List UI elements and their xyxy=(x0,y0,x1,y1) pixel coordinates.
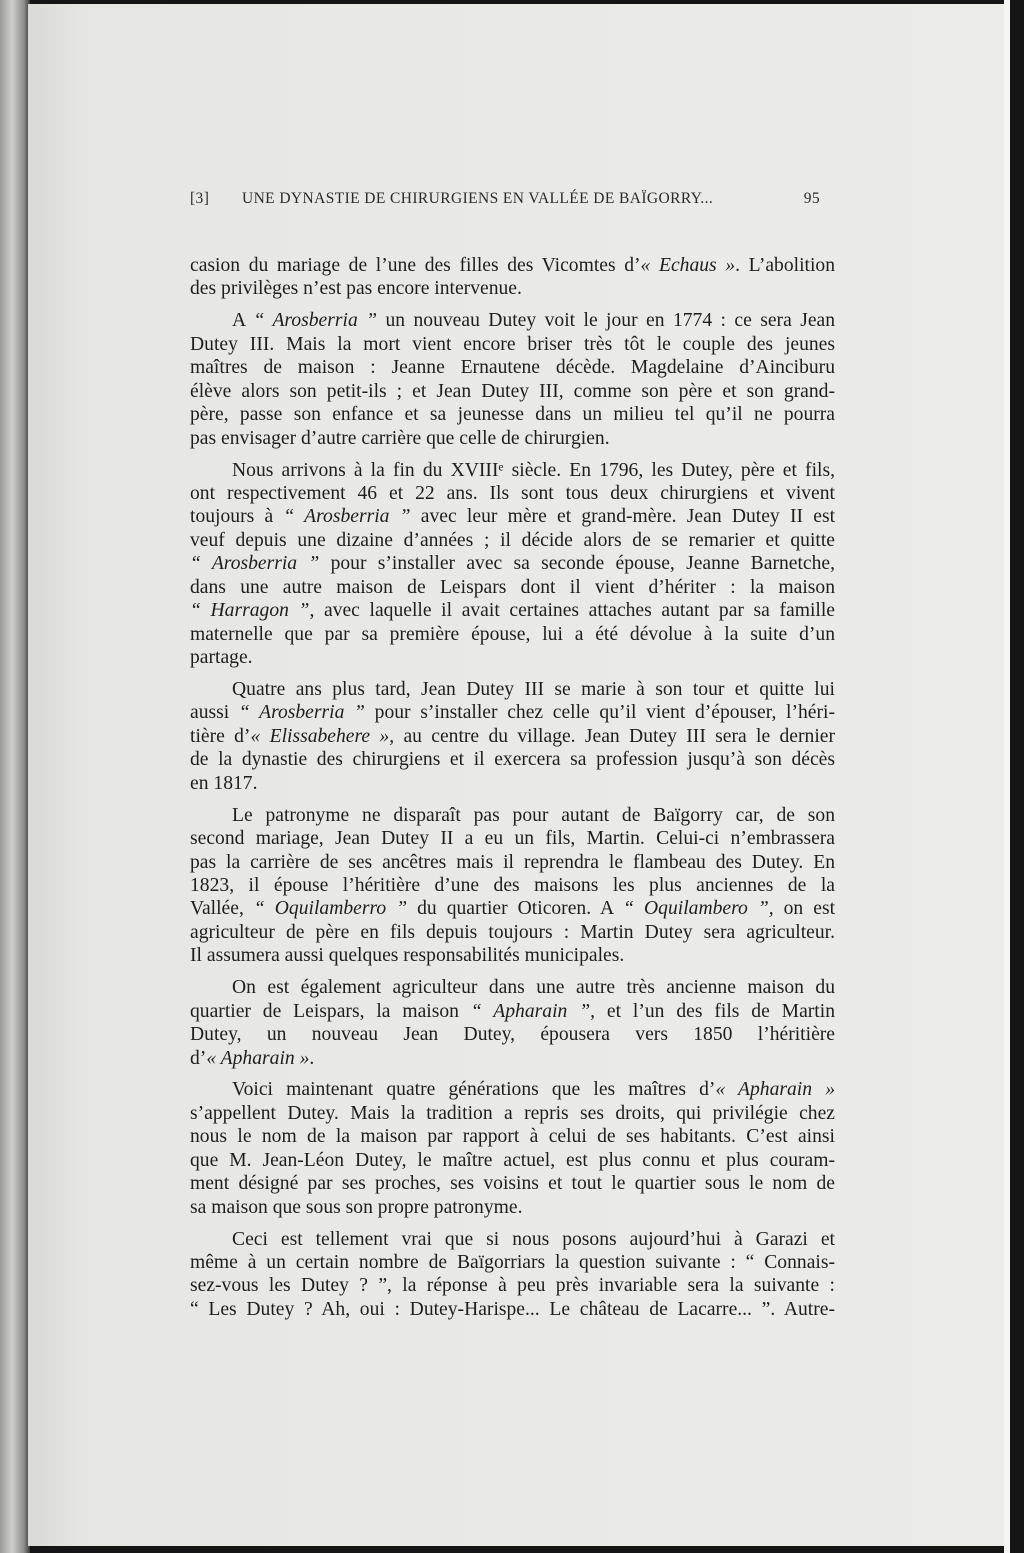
text-segment: Dutey, un nouveau Jean Dutey, épousera vers 1850 l’héritière xyxy=(190,1024,835,1046)
text-segment: maternelle que par sa première épouse, lui a été dévolue à la suite d’un xyxy=(190,623,835,645)
text-segment: Vallée, xyxy=(190,898,254,920)
text-segment: avec leur mère et grand-mère. Jean Dutey II est xyxy=(410,506,836,528)
text-line xyxy=(190,403,835,426)
text-line xyxy=(190,623,835,646)
text-segment: toujours à xyxy=(190,506,284,528)
italic-text: « Apharain » xyxy=(206,1047,310,1069)
text-line xyxy=(190,1251,835,1274)
text-line xyxy=(190,356,835,379)
text-segment: . xyxy=(309,1047,315,1069)
text-line xyxy=(190,1078,835,1101)
text-segment: quartier de Leispars, la maison xyxy=(190,1000,471,1022)
text-segment: du quartier Oticoren. A xyxy=(407,898,624,920)
text-segment: au centre du village. Jean Dutey III sera le dernier xyxy=(394,725,835,747)
text-segment: de la dynastie des chirurgiens et il exercera sa profession jusqu’à son décès xyxy=(190,749,835,771)
text-line xyxy=(190,921,835,944)
text-line xyxy=(190,804,835,827)
text-segment: tière d’ xyxy=(190,725,251,747)
text-line xyxy=(190,1274,835,1297)
text-segment: . L’abolition xyxy=(735,255,835,276)
text-line xyxy=(190,427,835,450)
text-line xyxy=(190,897,835,920)
text-segment: aussi xyxy=(190,702,239,724)
text-line xyxy=(190,277,835,300)
text-segment: et l’un des fils de Martin xyxy=(595,1000,835,1022)
text-line xyxy=(190,529,835,552)
page-edge xyxy=(1004,0,1010,1553)
text-segment: s’appellent Dutey. Mais la tradition a repris ses droits, qui privilégie chez xyxy=(190,1102,835,1124)
text-line xyxy=(190,976,835,999)
paragraph xyxy=(190,309,835,450)
italic-text: “ Oquilambero ”, xyxy=(623,898,774,920)
text-line xyxy=(190,678,835,701)
text-segment: Dutey III. Mais la mort vient encore briser très tôt le couple des jeunes xyxy=(190,333,835,355)
text-segment: maîtres de maison : Jeanne Ernautene décède. Magdelaine d’Ainciburu xyxy=(190,357,835,379)
text-segment: Voici maintenant quatre générations que les maîtres d’ xyxy=(232,1079,716,1101)
text-segment: en 1817. xyxy=(190,772,258,794)
italic-text: « Elissabehere », xyxy=(250,725,395,747)
page-number: 95 xyxy=(803,190,820,207)
text-line xyxy=(190,1047,835,1070)
text-segment: que M. Jean-Léon Dutey, le maître actuel, est plus connu et plus couram- xyxy=(190,1149,835,1171)
text-line xyxy=(190,1000,835,1023)
text-line xyxy=(190,874,835,897)
italic-text: « Echaus » xyxy=(640,255,736,276)
paragraph xyxy=(190,678,835,795)
text-segment: sez-vous les Dutey ? ”, la réponse à peu près invariable sera la suivante : xyxy=(190,1275,835,1297)
text-line xyxy=(190,701,835,724)
text-segment: agriculteur de père en fils depuis toujours : Martin Dutey sera agriculteur. xyxy=(190,921,835,943)
text-line xyxy=(190,725,835,748)
section-number: [3] xyxy=(190,190,210,207)
text-segment: élève alors son petit-ils ; et Jean Dutey III, comme son père et son grand- xyxy=(190,380,835,402)
text-line xyxy=(190,309,835,332)
text-segment: même à un certain nombre de Baïgorriars la question suivante : “ Connais- xyxy=(190,1252,835,1273)
text-line xyxy=(190,1172,835,1195)
text-line xyxy=(190,1149,835,1172)
text-segment: nous le nom de la maison par rapport à celui de ses habitants. C’est ainsi xyxy=(190,1126,835,1148)
italic-text: “ Arosberria ” xyxy=(283,506,411,528)
text-line xyxy=(190,1196,835,1219)
text-segment: casion du mariage de l’une des filles des Vicomtes d’ xyxy=(190,255,641,276)
text-line xyxy=(190,1228,835,1251)
text-line xyxy=(190,1125,835,1148)
text-segment: Il assumera aussi quelques responsabilités municipales. xyxy=(190,945,625,967)
text-line xyxy=(190,944,835,967)
text-segment: 1823, il épouse l’héritière d’une des maisons les plus anciennes de la xyxy=(190,874,835,896)
text-line xyxy=(190,851,835,874)
text-segment: père, passe son enfance et sa jeunesse dans un milieu tel qu’il ne pourra xyxy=(190,404,835,426)
italic-text: “ Arosberria ” xyxy=(253,310,378,332)
text-segment: avec laquelle il avait certaines attaches autant par sa famille xyxy=(314,600,836,622)
text-line xyxy=(190,827,835,850)
paragraph xyxy=(190,1228,835,1322)
text-line xyxy=(190,646,835,669)
text-line xyxy=(190,459,835,482)
text-segment: Nous arrivons à la fin du XVIIIᵉ siècle. En 1796, les Dutey, père et fils, xyxy=(232,459,835,481)
text-segment: On est également agriculteur dans une autre très ancienne maison du xyxy=(232,977,835,999)
text-segment: dans une autre maison de Leispars dont il vient d’hériter : la maison xyxy=(190,576,835,598)
text-line xyxy=(190,576,835,599)
text-segment: Quatre ans plus tard, Jean Dutey III se marie à son tour et quitte lui xyxy=(232,678,835,700)
text-segment: on est xyxy=(773,898,836,920)
text-segment: A xyxy=(232,310,254,332)
running-header xyxy=(190,190,830,214)
paragraph xyxy=(190,976,835,1070)
running-title: UNE DYNASTIE DE CHIRURGIENS EN VALLÉE DE BAÏGORRY... xyxy=(242,190,714,207)
text-segment: veuf depuis une dizaine d’années ; il décide alors de se remarier et quitte xyxy=(190,529,835,551)
paragraph xyxy=(190,1078,835,1219)
facing-page-edge xyxy=(0,0,30,1553)
text-line xyxy=(190,772,835,795)
italic-text: “ Harragon ”, xyxy=(190,600,315,622)
text-segment: des privilèges n’est pas encore intervenue. xyxy=(190,278,522,300)
text-segment: pour s’installer chez celle qu’il vient d’épouser, l’héri- xyxy=(364,702,835,724)
text-segment: d’ xyxy=(190,1047,207,1069)
text-segment: Ceci est tellement vrai que si nous posons aujourd’hui à Garazi et xyxy=(232,1228,835,1250)
paragraph xyxy=(190,804,835,968)
body-text xyxy=(190,254,835,1330)
italic-text: “ Arosberria ” xyxy=(190,553,320,575)
text-line xyxy=(190,552,835,575)
italic-text: “ Arosberria ” xyxy=(238,702,365,724)
text-segment: sa maison que sous son propre patronyme. xyxy=(190,1196,523,1218)
text-line xyxy=(190,505,835,528)
text-line xyxy=(190,482,835,505)
text-segment: second mariage, Jean Dutey II a eu un fils, Martin. Celui-ci n’embrassera xyxy=(190,828,835,850)
italic-text: “ Oquilamberro ” xyxy=(253,898,408,920)
italic-text: « Apharain » xyxy=(715,1079,835,1101)
text-line xyxy=(190,748,835,771)
text-line xyxy=(190,333,835,356)
text-line xyxy=(190,1102,835,1125)
text-segment: pas envisager d’autre carrière que celle de chirurgien. xyxy=(190,427,610,449)
text-segment: ment désigné par ses proches, ses voisins et tout le quartier sous le nom de xyxy=(190,1173,835,1195)
italic-text: “ Apharain ”, xyxy=(470,1000,595,1022)
text-segment: partage. xyxy=(190,647,253,668)
text-segment: ont respectivement 46 et 22 ans. Ils sont tous deux chirurgiens et vivent xyxy=(190,482,835,504)
text-line xyxy=(190,599,835,622)
text-line xyxy=(190,254,835,277)
text-segment: “ Les Dutey ? Ah, oui : Dutey-Harispe... Le château de Lacarre... ”. Autre- xyxy=(190,1298,835,1320)
paragraph xyxy=(190,254,835,301)
text-segment: Le patronyme ne disparaît pas pour autant de Baïgorry car, de son xyxy=(232,804,835,826)
text-line xyxy=(190,1023,835,1046)
text-line xyxy=(190,380,835,403)
text-line xyxy=(190,1298,835,1321)
text-segment: pas la carrière de ses ancêtres mais il reprendra le flambeau des Dutey. En xyxy=(190,851,835,873)
text-segment: pour s’installer avec sa seconde épouse, Jeanne Barnetche, xyxy=(319,553,835,575)
paragraph xyxy=(190,459,835,670)
text-segment: un nouveau Dutey voit le jour en 1774 : ce sera Jean xyxy=(377,310,836,332)
